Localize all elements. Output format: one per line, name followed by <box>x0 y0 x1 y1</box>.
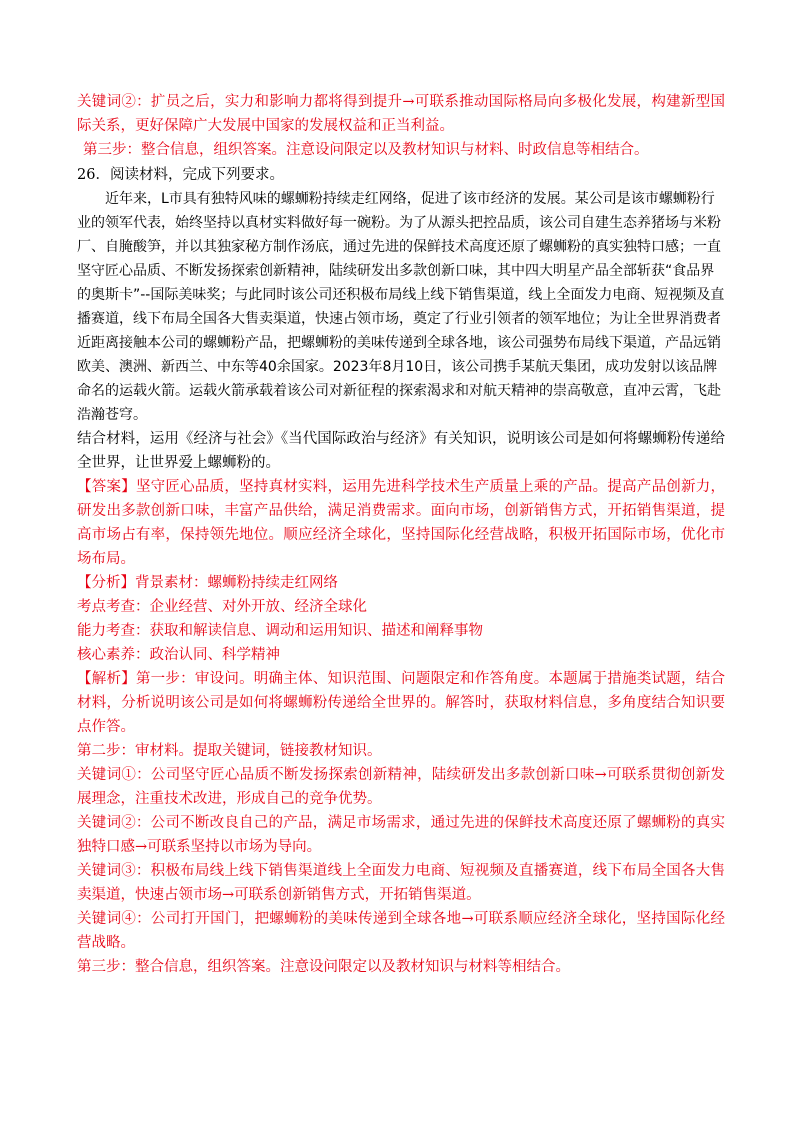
answer-block <box>77 475 725 571</box>
question-material: 近年来，L市具有独特风味的螺蛳粉持续走红网络，促进了该市经济的发展。某公司是该市螺蛳粉行业的领军代表，始终坚持以真材实料做好每一碗粉。为了从源头把控品质，该公司自建生态养猪场与米粉厂、自腌酸笋，并以其独家秘方制作汤底，通过先进的保鲜技术高度还原了螺蛳粉的真实独特口感；一直坚守匠心品质、不断发扬探索创新精神，陆续研发出多款创新口味，其中四大明星产品全部斩获“食品界的奥斯卡”--国际美味奖；与此同时该公司还积极布局线上线下销售渠道，线上全面发力电商、短视频及直播赛道，线下布局全国各大售卖渠道，快速占领市场，奠定了行业引领者的领军地位；为让全世界消费者近距离接触本公司的螺蛳粉产品，把螺蛳粉的美味传递到全球各地，该公司强势布局线下渠道，产品远销欧美、澳洲、新西兰、中东等40余国家。2023年8月10日，该公司携手某航天集团，成功发射以该品牌命名的运载火箭。运载火箭承载着该公司对新征程的探索渴求和对航天精神的崇高敬意，直冲云霄，飞赴浩瀚苍穹。 <box>77 191 725 423</box>
keyword-1: 关键词①：公司坚守匠心品质不断发扬探索创新精神，陆续研发出多款创新口味→可联系贯彻创新发展理念，注重技术改进，形成自己的竞争优势。 <box>77 767 725 807</box>
prev-step-3: 第三步：整合信息，组织答案。注意设问限定以及教材知识与材料、时政信息等相结合。 <box>83 142 649 158</box>
ability-points: 能力考查：获取和解读信息、调动和运用知识、描述和阐释事物 <box>77 623 483 639</box>
document-page <box>77 90 725 979</box>
question-26-header: 26．阅读材料，完成下列要求。 <box>77 167 284 183</box>
analysis-tag: 【分析】 <box>77 575 135 591</box>
keyword-4: 关键词④：公司打开国门，把螺蛳粉的美味传递到全球各地→可联系顺应经济全球化，坚持国际化经营战略。 <box>77 911 725 951</box>
answer-text: 坚守匠心品质，坚持真材实料，运用先进科学技术生产质量上乘的产品。提高产品创新力，研发出多款创新口味，丰富产品供给，满足消费需求。面向市场，创新销售方式，开拓销售渠道，提高市场占有率，保持领先地位。顺应经济全球化，坚持国际化经营战略，积极开拓国际市场，优化市场布局。 <box>77 479 726 567</box>
exam-points: 考点考查：企业经营、对外开放、经济全球化 <box>77 599 367 615</box>
question-prompt: 结合材料，运用《经济与社会》《当代国际政治与经济》有关知识，说明该公司是如何将螺蛳粉传递给全世界，让世界爱上螺蛳粉的。 <box>77 431 725 471</box>
prev-keyword-2: 关键词②：扩员之后，实力和影响力都将得到提升→可联系推动国际格局向多极化发展，构建新型国际关系，更好保障广大发展中国家的发展权益和正当利益。 <box>77 94 725 134</box>
explanation-tag: 【解析】 <box>77 671 136 687</box>
step-2: 第二步：审材料。提取关键词，链接教材知识。 <box>77 743 382 759</box>
core-literacy: 核心素养：政治认同、科学精神 <box>77 647 280 663</box>
explanation-text: 第一步：审设问。明确主体、知识范围、问题限定和作答角度。本题属于措施类试题，结合材料，分析说明该公司是如何将螺蛳粉传递给全世界的。解答时，获取材料信息，多角度结合知识要点作答。 <box>77 671 726 735</box>
explanation-block <box>77 667 725 739</box>
analysis-block <box>77 571 725 595</box>
analysis-text: 背景素材：螺蛳粉持续走红网络 <box>135 575 338 591</box>
answer-tag: 【答案】 <box>77 479 136 495</box>
keyword-3: 关键词③：积极布局线上线下销售渠道线上全面发力电商、短视频及直播赛道，线下布局全国各大售卖渠道，快速占领市场→可联系创新销售方式，开拓销售渠道。 <box>77 863 725 903</box>
step-3: 第三步：整合信息，组织答案。注意设问限定以及教材知识与材料等相结合。 <box>77 959 570 975</box>
keyword-2: 关键词②：公司不断改良自己的产品，满足市场需求，通过先进的保鲜技术高度还原了螺蛳粉的真实独特口感→可联系坚持以市场为导向。 <box>77 815 725 855</box>
